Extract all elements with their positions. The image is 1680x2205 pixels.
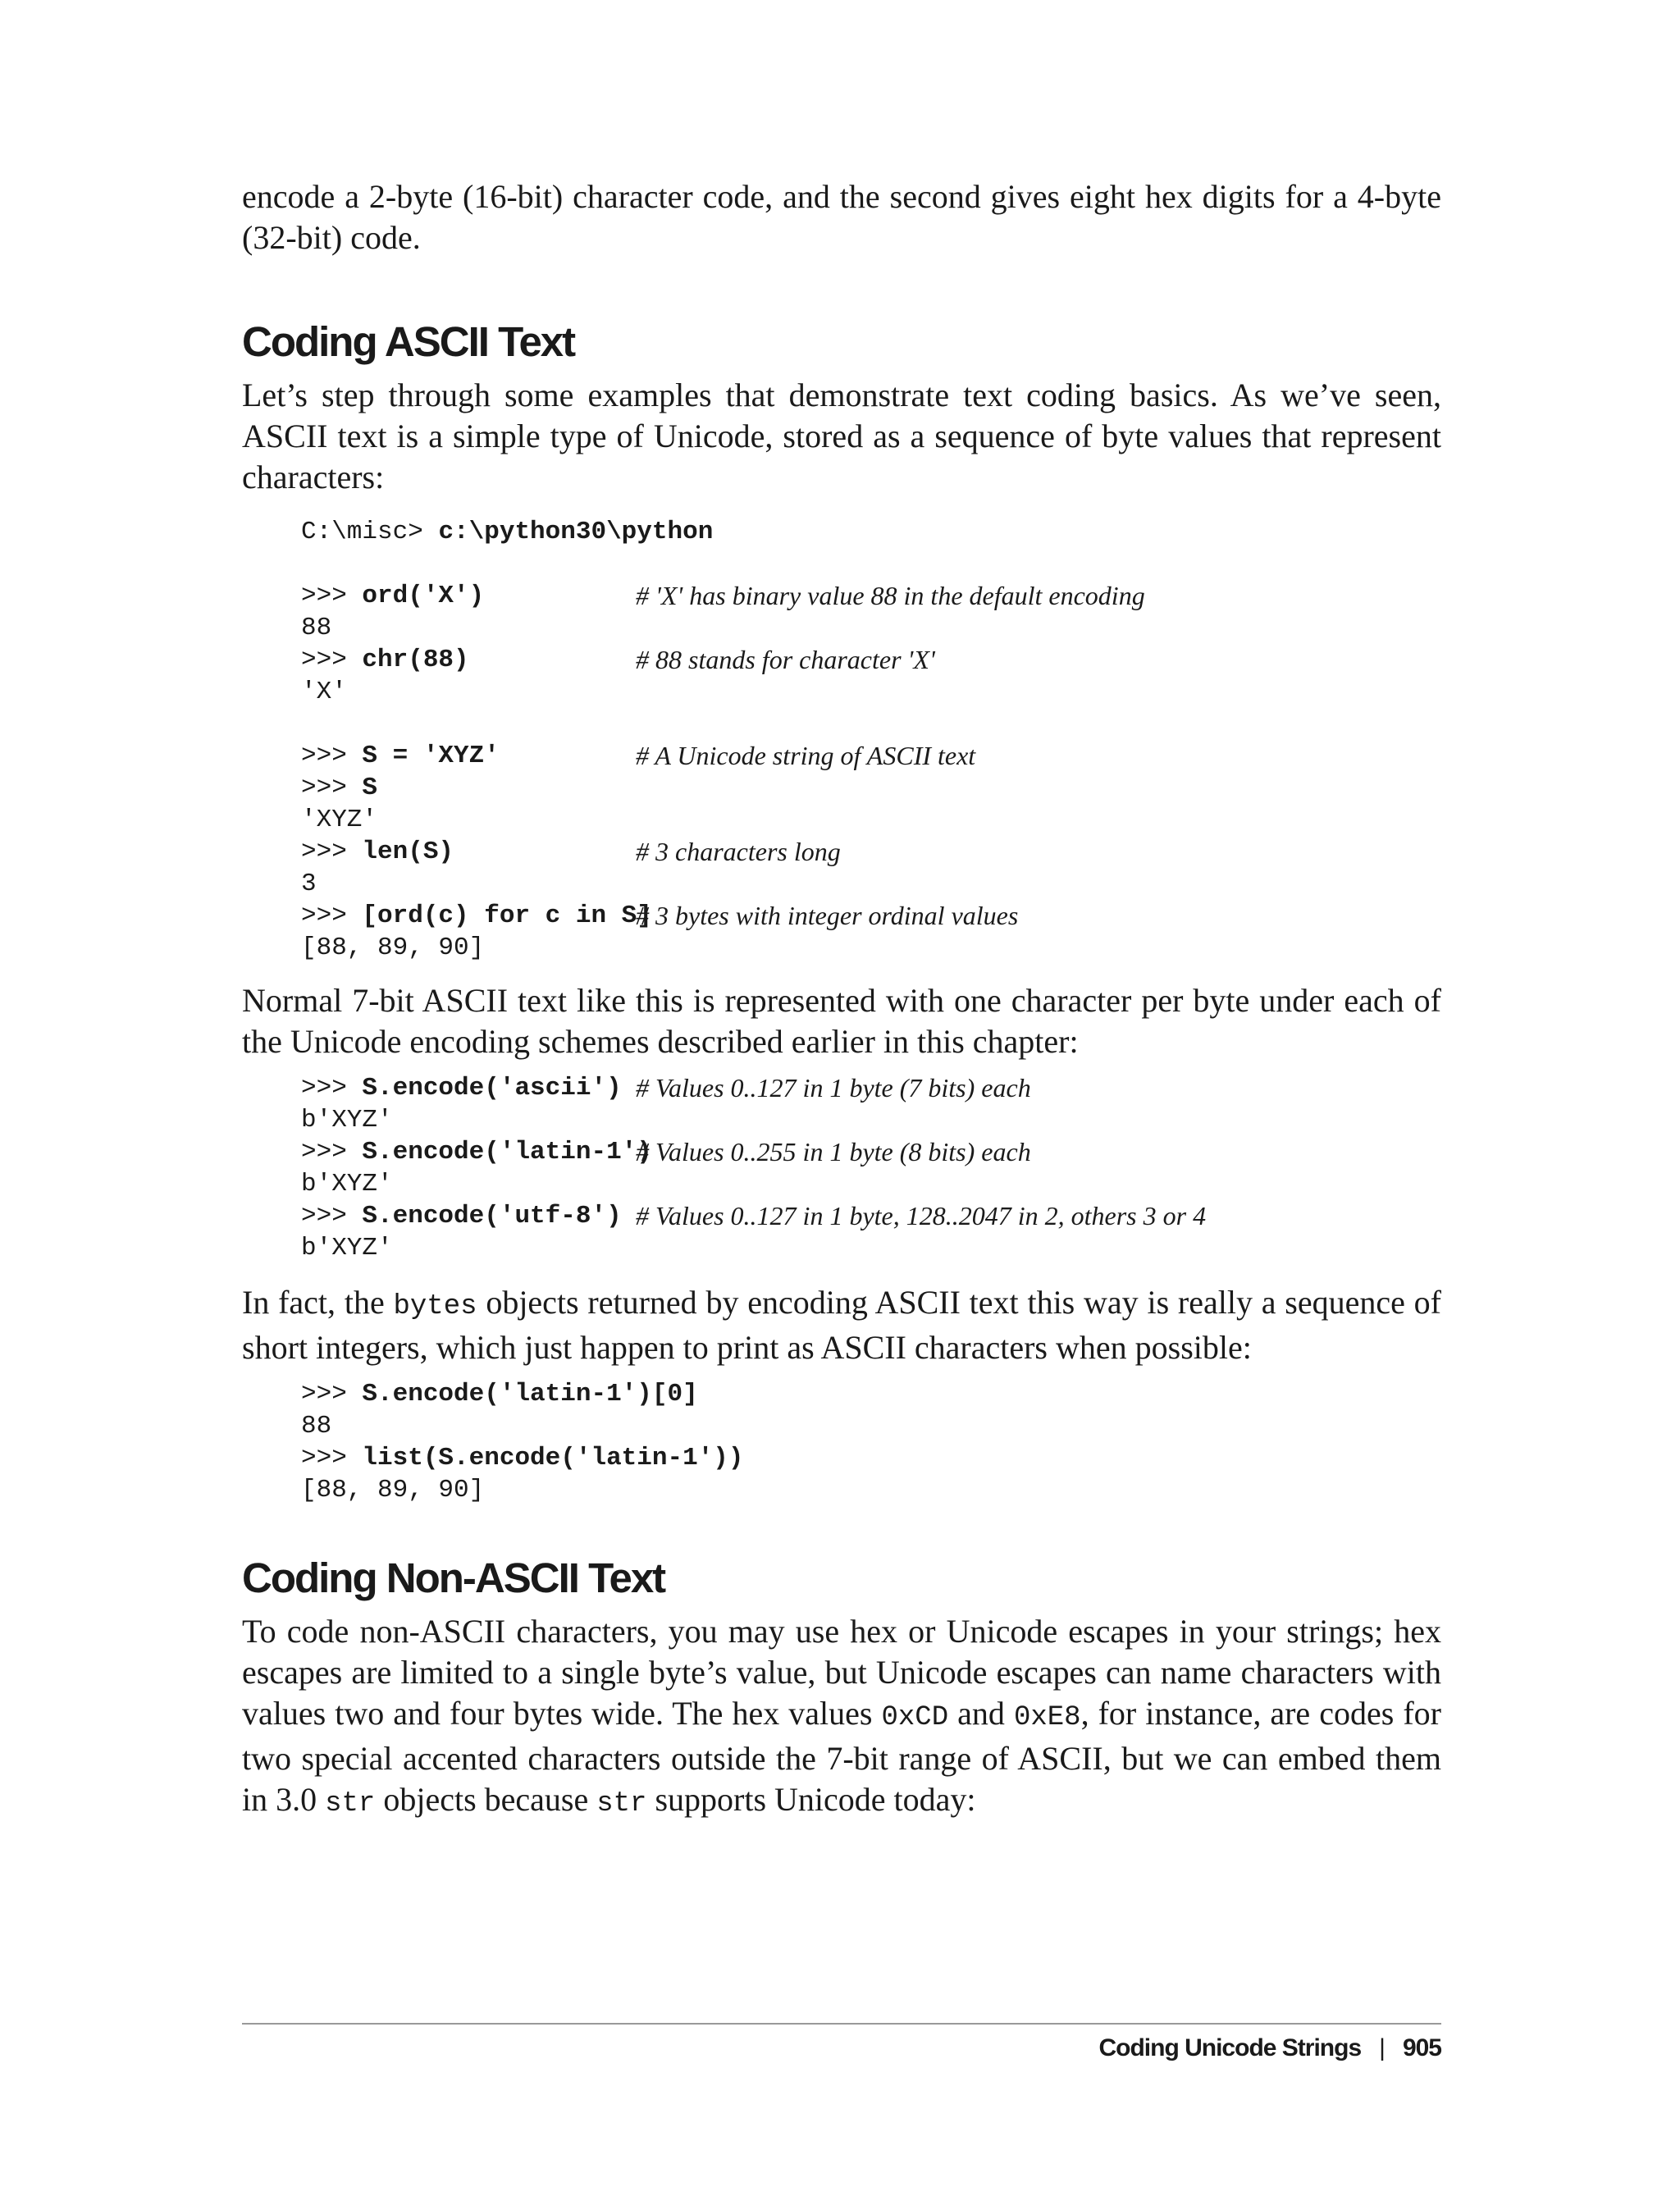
- code-blank-line: [301, 708, 1441, 740]
- code-text: [301, 1474, 636, 1506]
- page-number: 905: [1402, 2034, 1441, 2061]
- code-line: [301, 1410, 1441, 1442]
- inline-code-bytes: bytes: [393, 1291, 477, 1322]
- code-text: [301, 1104, 636, 1136]
- code-output: 88: [301, 614, 332, 642]
- code-line: [301, 676, 1441, 708]
- code-output: [88, 89, 90]: [301, 1476, 485, 1504]
- code-text: [301, 516, 714, 548]
- code-prompt: >>>: [301, 1202, 363, 1230]
- code-text: [301, 1232, 636, 1264]
- p3-text-a: In fact, the: [242, 1284, 394, 1321]
- code-text: [301, 1136, 652, 1168]
- section2-paragraph-1: [242, 1611, 1441, 1824]
- code-line: [301, 1474, 1441, 1506]
- code-line: [301, 932, 1441, 964]
- code-prompt: >>>: [301, 1138, 363, 1166]
- code-text: [301, 1168, 636, 1200]
- p-text-d: objects because: [375, 1781, 597, 1818]
- code-line: [301, 580, 1441, 612]
- code-line: [301, 516, 1441, 548]
- code-prompt: >>>: [301, 902, 363, 930]
- inline-code-str-2: str: [596, 1788, 647, 1819]
- code-comment: # Values 0..127 in 1 byte (7 bits) each: [636, 1073, 1031, 1102]
- code-comment: # 88 stands for character 'X': [636, 645, 935, 674]
- code-blank-line: [301, 548, 1441, 580]
- code-prompt: C:\misc>: [301, 518, 439, 546]
- code-line: [301, 612, 1441, 644]
- code-input: [ord(c) for c in S]: [362, 902, 652, 930]
- code-text: [301, 644, 636, 676]
- code-line: [301, 900, 1441, 932]
- code-input: chr(88): [362, 646, 469, 674]
- p-text-c: , for instance, are codes for two special accented characters outside the 7-bit range of ASCII, but we can embed them in 3.0: [242, 1695, 1441, 1818]
- code-input: len(S): [362, 838, 454, 866]
- p3-text-b: objects returned by encoding ASCII text this way is really a sequence of short integers, which just happen to print as ASCII characters when possible:: [242, 1284, 1441, 1366]
- code-prompt: >>>: [301, 742, 363, 770]
- code-text: [301, 1442, 744, 1474]
- code-output: b'XYZ': [301, 1106, 393, 1134]
- code-output: [88, 89, 90]: [301, 934, 485, 962]
- code-text: [301, 612, 636, 644]
- intro-paragraph: encode a 2-byte (16-bit) character code, and the second gives eight hex digits for a 4-byte (32-bit) code.: [242, 178, 1441, 256]
- code-block-3: [301, 1378, 1441, 1506]
- code-input: S.encode('latin-1')[0]: [362, 1380, 698, 1408]
- code-comment: # Values 0..127 in 1 byte, 128..2047 in 2, others 3 or 4: [636, 1201, 1207, 1230]
- code-output: 3: [301, 870, 317, 898]
- p-text-b: and: [948, 1695, 1014, 1732]
- code-prompt: >>>: [301, 582, 363, 610]
- code-line: [301, 804, 1441, 836]
- code-input: S.encode('ascii'): [362, 1074, 622, 1102]
- code-output: 'X': [301, 678, 347, 706]
- page-content: [242, 176, 1441, 1824]
- code-text: [301, 772, 636, 804]
- code-comment: # Values 0..255 in 1 byte (8 bits) each: [636, 1137, 1031, 1166]
- footer-section-title: Coding Unicode Strings: [1098, 2034, 1362, 2061]
- section1-paragraph-1: Let’s step through some examples that demonstrate text coding basics. As we’ve seen, ASCII text is a simple type of Unicode, stored as a sequence of byte values that represent characters:: [242, 377, 1441, 495]
- code-text: [301, 868, 636, 900]
- code-input: list(S.encode('latin-1')): [362, 1444, 744, 1472]
- code-input: ord('X'): [362, 582, 485, 610]
- code-line: [301, 644, 1441, 676]
- code-prompt: >>>: [301, 646, 363, 674]
- code-prompt: >>>: [301, 1380, 363, 1408]
- code-input: S.encode('utf-8'): [362, 1202, 622, 1230]
- code-prompt: >>>: [301, 838, 363, 866]
- code-line: [301, 868, 1441, 900]
- code-line: [301, 1136, 1441, 1168]
- p-text-a: To code non-ASCII characters, you may use hex or Unicode escapes in your strings; hex escapes are limited to a single byte’s value, but Unicode escapes can name characters with values two and four bytes wide. The hex values: [242, 1613, 1441, 1732]
- code-text: [301, 836, 636, 868]
- code-block-2: [301, 1072, 1441, 1264]
- code-text: [301, 1378, 698, 1410]
- section-heading-ascii: Coding ASCII Text: [242, 318, 575, 365]
- code-line: [301, 1442, 1441, 1474]
- inline-code-str: str: [325, 1788, 376, 1819]
- code-text: [301, 676, 636, 708]
- code-text: [301, 1072, 636, 1104]
- code-output: b'XYZ': [301, 1170, 393, 1198]
- code-line: [301, 1232, 1441, 1264]
- page-footer: [1098, 2034, 1441, 2062]
- code-text: [301, 1200, 636, 1232]
- code-line: [301, 1378, 1441, 1410]
- footer-separator: |: [1379, 2034, 1385, 2061]
- section1-paragraph-3: [242, 1282, 1441, 1368]
- code-block-1: [301, 516, 1441, 964]
- inline-code-0xe8: 0xE8: [1013, 1702, 1081, 1733]
- code-output: 'XYZ': [301, 806, 378, 834]
- code-comment: # 3 bytes with integer ordinal values: [636, 901, 1019, 930]
- code-text: [301, 900, 652, 932]
- code-input: S = 'XYZ': [362, 742, 500, 770]
- footer-rule: [242, 2023, 1441, 2025]
- code-line: [301, 740, 1441, 772]
- code-prompt: >>>: [301, 1444, 363, 1472]
- code-line: [301, 772, 1441, 804]
- code-input: S: [362, 774, 378, 802]
- code-line: [301, 1104, 1441, 1136]
- code-text: [301, 932, 636, 964]
- code-comment: # A Unicode string of ASCII text: [636, 741, 976, 770]
- section-heading-non-ascii: Coding Non-ASCII Text: [242, 1554, 665, 1601]
- code-line: [301, 1072, 1441, 1104]
- code-line: [301, 1200, 1441, 1232]
- code-output: 88: [301, 1412, 332, 1440]
- section1-paragraph-2: Normal 7-bit ASCII text like this is represented with one character per byte under each of the Unicode encoding schemes described earlier in this chapter:: [242, 982, 1441, 1060]
- code-line: [301, 1168, 1441, 1200]
- code-prompt: >>>: [301, 1074, 363, 1102]
- code-prompt: >>>: [301, 774, 363, 802]
- code-comment: # 'X' has binary value 88 in the default encoding: [636, 581, 1145, 610]
- code-text: [301, 1410, 636, 1442]
- code-output: b'XYZ': [301, 1234, 393, 1262]
- code-text: [301, 804, 636, 836]
- p-text-e: supports Unicode today:: [646, 1781, 976, 1818]
- code-text: [301, 740, 636, 772]
- code-input: c:\python30\python: [438, 518, 714, 546]
- code-comment: # 3 characters long: [636, 837, 841, 866]
- code-input: S.encode('latin-1'): [362, 1138, 652, 1166]
- inline-code-0xcd: 0xCD: [881, 1702, 949, 1733]
- code-text: [301, 580, 636, 612]
- code-line: [301, 836, 1441, 868]
